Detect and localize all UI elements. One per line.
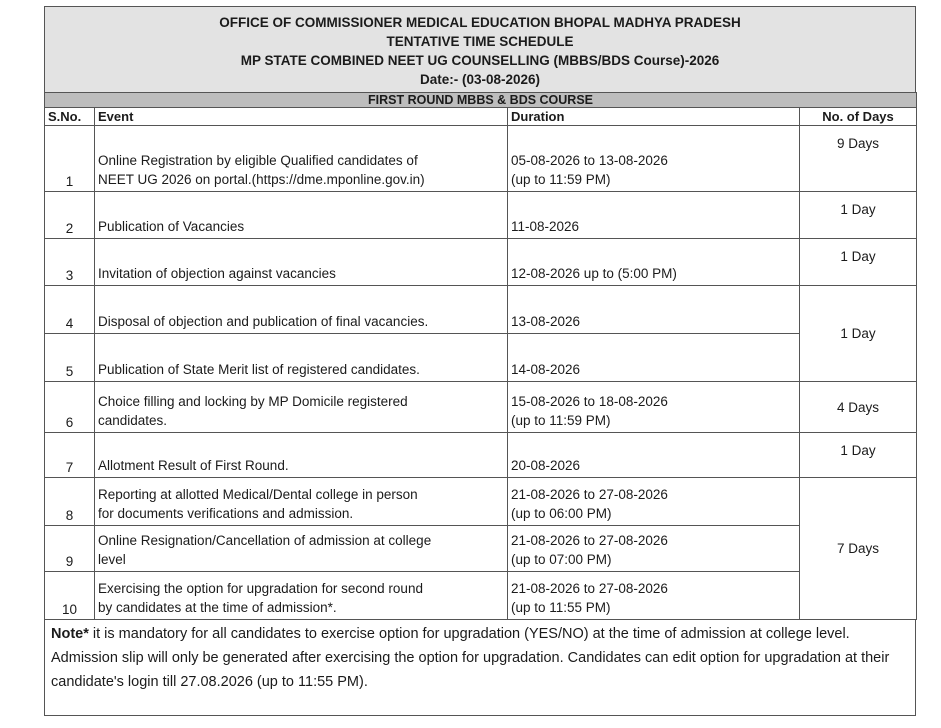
row-days: 4 Days — [800, 382, 917, 433]
row-sno: 6 — [45, 382, 95, 433]
row-duration — [508, 126, 800, 192]
schedule-title: TENTATIVE TIME SCHEDULE — [386, 34, 574, 49]
event-line: level — [98, 552, 126, 567]
row-duration: 14-08-2026 — [508, 334, 800, 382]
row-event: Disposal of objection and publication of final vacancies. — [95, 286, 508, 334]
row-sno: 10 — [45, 572, 95, 620]
duration-line: (up to 11:59 PM) — [511, 172, 611, 187]
document-header — [44, 6, 916, 92]
table-row — [45, 572, 917, 620]
duration-line: 21-08-2026 to 27-08-2026 — [511, 533, 668, 548]
row-sno: 1 — [45, 126, 95, 192]
row-days: 1 Day — [800, 286, 917, 382]
row-event — [95, 126, 508, 192]
column-header-duration: Duration — [508, 108, 800, 126]
event-line: Online Registration by eligible Qualified candidates of — [98, 153, 418, 168]
column-header-sno: S.No. — [45, 108, 95, 126]
schedule-table — [44, 92, 917, 620]
event-line: Reporting at allotted Medical/Dental college in person — [98, 487, 418, 502]
table-row — [45, 192, 917, 239]
event-line: NEET UG 2026 on portal.(https://dme.mponline.gov.in) — [98, 172, 425, 187]
event-line: candidates. — [98, 413, 168, 428]
event-line: Choice filling and locking by MP Domicile registered — [98, 394, 408, 409]
row-days: 1 Day — [800, 239, 917, 286]
row-duration — [508, 478, 800, 526]
row-event: Invitation of objection against vacancies — [95, 239, 508, 286]
duration-line: (up to 11:55 PM) — [511, 600, 611, 615]
row-sno: 9 — [45, 526, 95, 572]
event-line: Online Resignation/Cancellation of admission at college — [98, 533, 432, 548]
table-row — [45, 286, 917, 334]
table-row — [45, 526, 917, 572]
duration-line: (up to 07:00 PM) — [511, 552, 612, 567]
row-duration: 13-08-2026 — [508, 286, 800, 334]
row-duration: 12-08-2026 up to (5:00 PM) — [508, 239, 800, 286]
table-row — [45, 334, 917, 382]
row-sno: 4 — [45, 286, 95, 334]
round-title: FIRST ROUND MBBS & BDS COURSE — [45, 93, 917, 108]
table-row — [45, 239, 917, 286]
row-days: 9 Days — [800, 126, 917, 192]
column-header-row — [45, 108, 917, 126]
row-event: Publication of State Merit list of registered candidates. — [95, 334, 508, 382]
office-title: OFFICE OF COMMISSIONER MEDICAL EDUCATION BHOPAL MADHYA PRADESH — [219, 15, 741, 30]
row-duration — [508, 382, 800, 433]
duration-line: (up to 06:00 PM) — [511, 506, 612, 521]
note-text: it is mandatory for all candidates to exercise option for upgradation (YES/NO) at the time of admission at college level. Admission slip will only be generated after exercising the option for upgradation. Candidates can edit option for upgradation at their candidate's login till 27.08.2026 (up to 11:55 PM). — [51, 626, 890, 690]
column-header-days: No. of Days — [800, 108, 917, 126]
duration-line: (up to 11:59 PM) — [511, 413, 611, 428]
row-days: 1 Day — [800, 433, 917, 478]
row-event: Publication of Vacancies — [95, 192, 508, 239]
table-row — [45, 382, 917, 433]
schedule-document — [44, 6, 916, 716]
duration-line: 21-08-2026 to 27-08-2026 — [511, 487, 668, 502]
event-line: for documents verifications and admission. — [98, 506, 354, 521]
duration-line: 15-08-2026 to 18-08-2026 — [511, 394, 668, 409]
row-event — [95, 478, 508, 526]
table-row — [45, 433, 917, 478]
table-row — [45, 126, 917, 192]
row-duration — [508, 572, 800, 620]
row-sno: 2 — [45, 192, 95, 239]
round-title-row — [45, 93, 917, 108]
note-label: Note* — [51, 626, 89, 642]
row-duration — [508, 526, 800, 572]
row-sno: 3 — [45, 239, 95, 286]
note-section — [44, 620, 916, 716]
row-event — [95, 526, 508, 572]
row-duration: 20-08-2026 — [508, 433, 800, 478]
row-duration: 11-08-2026 — [508, 192, 800, 239]
row-days: 7 Days — [800, 478, 917, 620]
event-line: Exercising the option for upgradation for second round — [98, 581, 423, 596]
row-event: Allotment Result of First Round. — [95, 433, 508, 478]
column-header-event: Event — [95, 108, 508, 126]
schedule-date: Date:- (03-08-2026) — [419, 72, 541, 87]
row-sno: 5 — [45, 334, 95, 382]
row-sno: 8 — [45, 478, 95, 526]
event-line: by candidates at the time of admission*. — [98, 600, 337, 615]
row-event — [95, 382, 508, 433]
duration-line: 05-08-2026 to 13-08-2026 — [511, 153, 668, 168]
counselling-title: MP STATE COMBINED NEET UG COUNSELLING (MBBS/BDS Course)-2026 — [240, 53, 720, 68]
duration-line: 21-08-2026 to 27-08-2026 — [511, 581, 668, 596]
table-row — [45, 478, 917, 526]
row-days: 1 Day — [800, 192, 917, 239]
row-event — [95, 572, 508, 620]
row-sno: 7 — [45, 433, 95, 478]
